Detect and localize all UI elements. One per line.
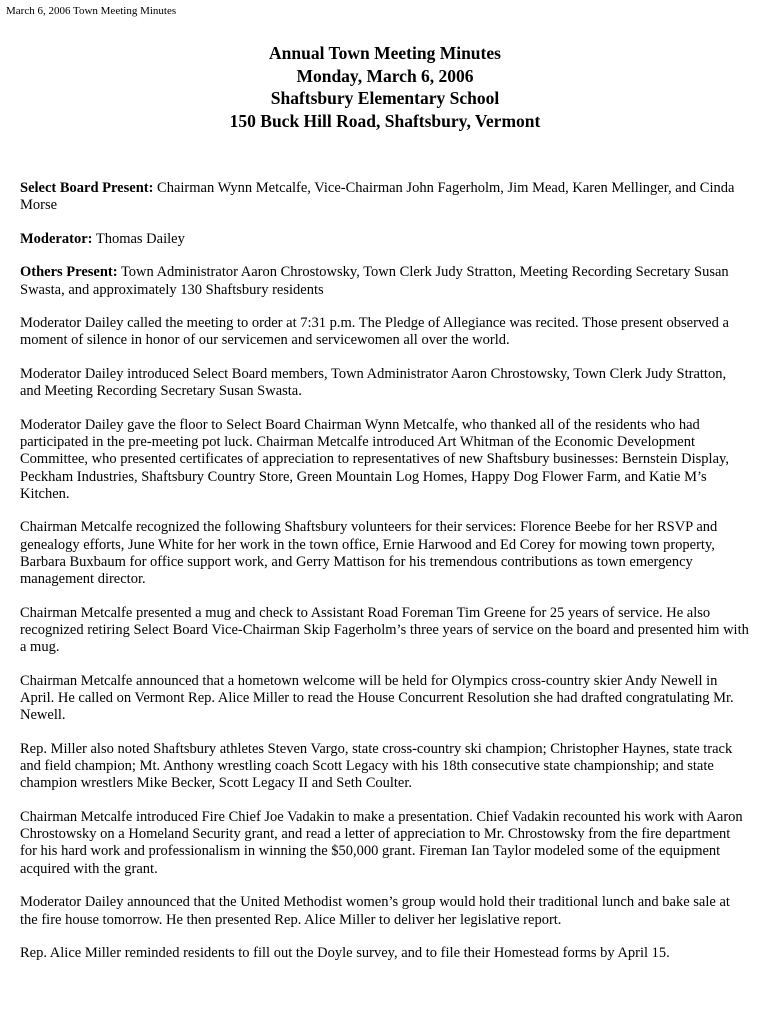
running-header: March 6, 2006 Town Meeting Minutes (6, 5, 177, 17)
paragraph-legislative-report: Rep. Alice Miller reminded residents to fill out the Doyle survey, and to file their Homestead forms by April 15. (20, 945, 670, 962)
moderator-text: Thomas Dailey (92, 230, 185, 247)
paragraph-call-to-order: Moderator Dailey called the meeting to order at 7:31 p.m. The Pledge of Allegiance was recited. Those present observed a moment of silence in honor of our servicemen and servicewomen all over the world. (20, 315, 729, 349)
title-line-address: 150 Buck Hill Road, Shaftsbury, Vermont (229, 110, 541, 131)
paragraph-olympic-welcome: Chairman Metcalfe announced that a hometown welcome will be held for Olympics cross-country skier Andy Newell in April. He called on Vermont Rep. Alice Miller to read the House Concurrent Resolution she had drafted congratulating Mr. Newell. (20, 672, 734, 724)
moderator-line (20, 231, 750, 248)
others-present-text: Town Administrator Aaron Chrostowsky, Town Clerk Judy Stratton, Meeting Recording Secretary Susan Swasta, and approximately 130 Shaftsbury residents (20, 264, 729, 298)
paragraph-introductions: Moderator Dailey introduced Select Board members, Town Administrator Aaron Chrostowsky, Town Clerk Judy Stratton, and Meeting Recording Secretary Susan Swasta. (20, 365, 727, 400)
moderator-label: Moderator: (20, 230, 93, 247)
document-title (0, 42, 770, 132)
others-present (20, 264, 750, 299)
select-board-text: Chairman Wynn Metcalfe, Vice-Chairman John Fagerholm, Jim Mead, Karen Mellinger, and Cinda Morse (20, 180, 735, 214)
paragraph-service-awards: Chairman Metcalfe presented a mug and check to Assistant Road Foreman Tim Greene for 25 years of service. He also recognized retiring Select Board Vice-Chairman Skip Fagerholm’s three years of service on the board and presented him with a mug. (20, 604, 749, 656)
paragraph-new-businesses: Moderator Dailey gave the floor to Select Board Chairman Wynn Metcalfe, who thanked all of the residents who had participated in the pre-meeting pot luck. Chairman Metcalfe introduced Art Whitman of the Economic Development Committee, who presented certificates of appreciation to representatives of new Shaftsbury businesses: Bernstein Display, Peckham Industries, Shaftsbury Country Store, Green Mountain Log Homes, Happy Dog Flower Farm, and Katie M’s Kitchen. (20, 416, 729, 502)
title-line-venue: Shaftsbury Elementary School (270, 88, 500, 108)
title-line-heading: Annual Town Meeting Minutes (269, 43, 501, 63)
paragraph-volunteers: Chairman Metcalfe recognized the following Shaftsbury volunteers for their services: Florence Beebe for her RSVP and genealogy efforts, June White for her work in the town office, Ernie Harwood and Ed Corey for mowing town property, Barbara Buxbaum for office support work, and Gerry Mattison for his tremendous contributions as town emergency management director. (20, 519, 718, 588)
paragraph-athletes: Rep. Miller also noted Shaftsbury athletes Steven Vargo, state cross-country ski champion; Christopher Haynes, state track and field champion; Mt. Anthony wrestling coach Scott Legacy with his 18th consecutive state championship; and state champion wrestlers Mike Becker, Scott Legacy II and Seth Coulter. (20, 740, 733, 792)
select-board-present (20, 180, 750, 215)
title-line-date: Monday, March 6, 2006 (296, 65, 474, 86)
select-board-label: Select Board Present: (20, 180, 154, 196)
minutes-body (20, 180, 750, 979)
paragraph-fire-department-grant: Chairman Metcalfe introduced Fire Chief Joe Vadakin to make a presentation. Chief Vadakin recounted his work with Aaron Chrostowsky on a Homeland Security grant, and read a letter of appreciation to Mr. Chrostowsky from the fire department for his hard work and professionalism in winning the $50,000 grant. Fireman Ian Taylor modeled some of the equipment acquired with the grant. (20, 808, 743, 877)
paragraph-bake-sale: Moderator Dailey announced that the United Methodist women’s group would hold their traditional lunch and bake sale at the fire house tomorrow. He then presented Rep. Alice Miller to deliver her legislative report. (20, 894, 730, 928)
others-present-label: Others Present: (20, 264, 118, 281)
